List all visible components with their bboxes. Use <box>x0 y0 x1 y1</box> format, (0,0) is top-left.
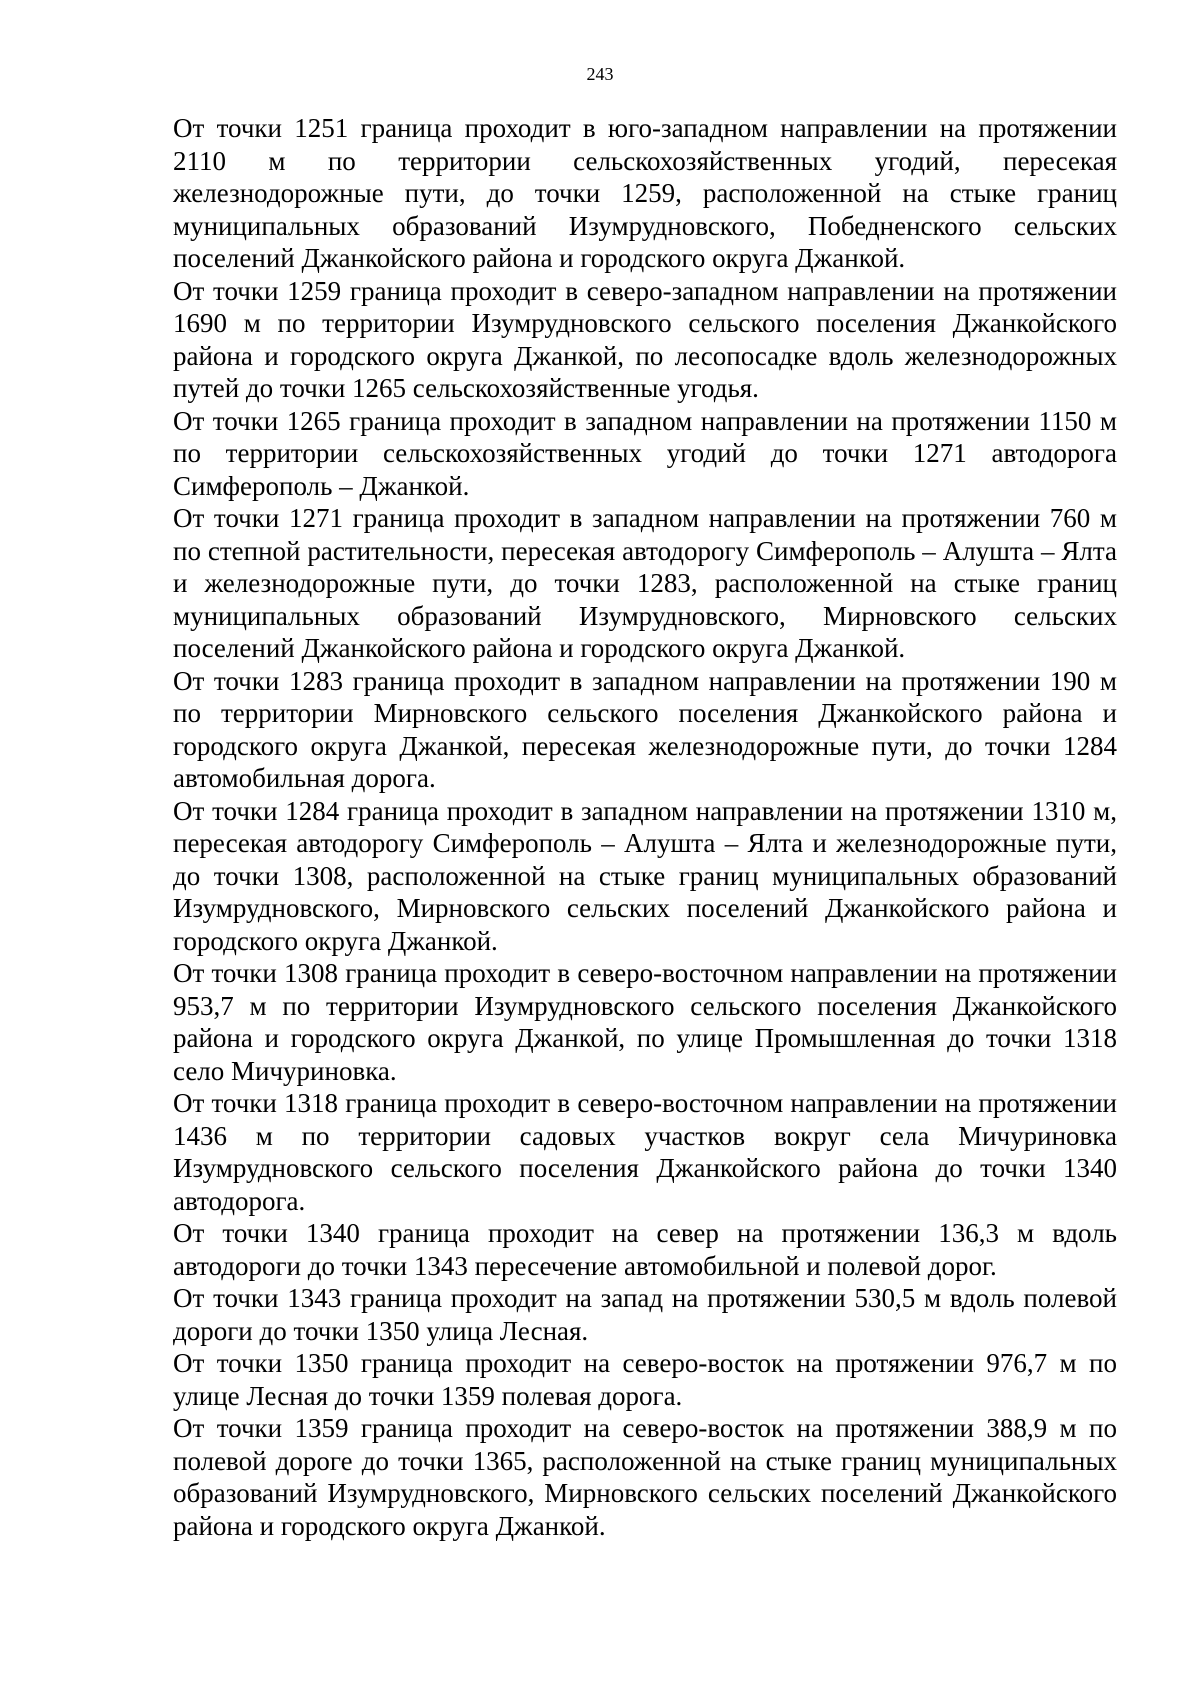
paragraph: От точки 1350 граница проходит на северо-восток на протяжении 976,7 м по улице Лесная до точки 1359 полевая дорога. <box>173 1348 1117 1411</box>
paragraph: От точки 1359 граница проходит на северо-восток на протяжении 388,9 м по полевой дороге до точки 1365, расположенной на стыке границ муниципальных образований Изумрудновского, Мирновского сельских поселений Джанкойского района и городского округа Джанкой. <box>173 1413 1117 1541</box>
page-number: 243 <box>586 64 614 84</box>
paragraph: От точки 1343 граница проходит на запад на протяжении 530,5 м вдоль полевой дороги до точки 1350 улица Лесная. <box>173 1283 1117 1346</box>
paragraph: От точки 1251 граница проходит в юго-западном направлении на протяжении 2110 м по территории сельскохозяйственных угодий, пересекая железнодорожные пути, до точки 1259, расположенной на стыке границ муниципальных образований Изумрудновского, Победненского сельских поселений Джанкойского района и городского округа Джанкой. <box>173 113 1117 273</box>
paragraph: От точки 1340 граница проходит на север на протяжении 136,3 м вдоль автодороги до точки 1343 пересечение автомобильной и полевой дорог. <box>173 1218 1117 1281</box>
paragraph: От точки 1318 граница проходит в северо-восточном направлении на протяжении 1436 м по территории садовых участков вокруг села Мичуриновка Изумрудновского сельского поселения Джанкойского района до точки 1340 автодорога. <box>173 1088 1117 1216</box>
document-body <box>173 112 1117 1542</box>
paragraph: От точки 1284 граница проходит в западном направлении на протяжении 1310 м, пересекая автодорогу Симферополь – Алушта – Ялта и железнодорожные пути, до точки 1308, расположенной на стыке границ муниципальных образований Изумрудновского, Мирновского сельских поселений Джанкойского района и городского округа Джанкой. <box>173 795 1117 956</box>
paragraph: От точки 1265 граница проходит в западном направлении на протяжении 1150 м по территории сельскохозяйственных угодий до точки 1271 автодорога Симферополь – Джанкой. <box>173 405 1117 501</box>
paragraph: От точки 1259 граница проходит в северо-западном направлении на протяжении 1690 м по территории Изумрудновского сельского поселения Джанкойского района и городского округа Джанкой, по лесопосадке вдоль железнодорожных путей до точки 1265 сельскохозяйственные угодья. <box>173 275 1117 403</box>
paragraph: От точки 1283 граница проходит в западном направлении на протяжении 190 м по территории Мирновского сельского поселения Джанкойского района и городского округа Джанкой, пересекая железнодорожные пути, до точки 1284 автомобильная дорога. <box>173 665 1117 793</box>
paragraph: От точки 1308 граница проходит в северо-восточном направлении на протяжении 953,7 м по территории Изумрудновского сельского поселения Джанкойского района и городского округа Джанкой, по улице Промышленная до точки 1318 село Мичуриновка. <box>173 958 1117 1086</box>
paragraph: От точки 1271 граница проходит в западном направлении на протяжении 760 м по степной растительности, пересекая автодорогу Симферополь – Алушта – Ялта и железнодорожные пути, до точки 1283, расположенной на стыке границ муниципальных образований Изумрудновского, Мирновского сельских поселений Джанкойского района и городского округа Джанкой. <box>173 503 1117 663</box>
